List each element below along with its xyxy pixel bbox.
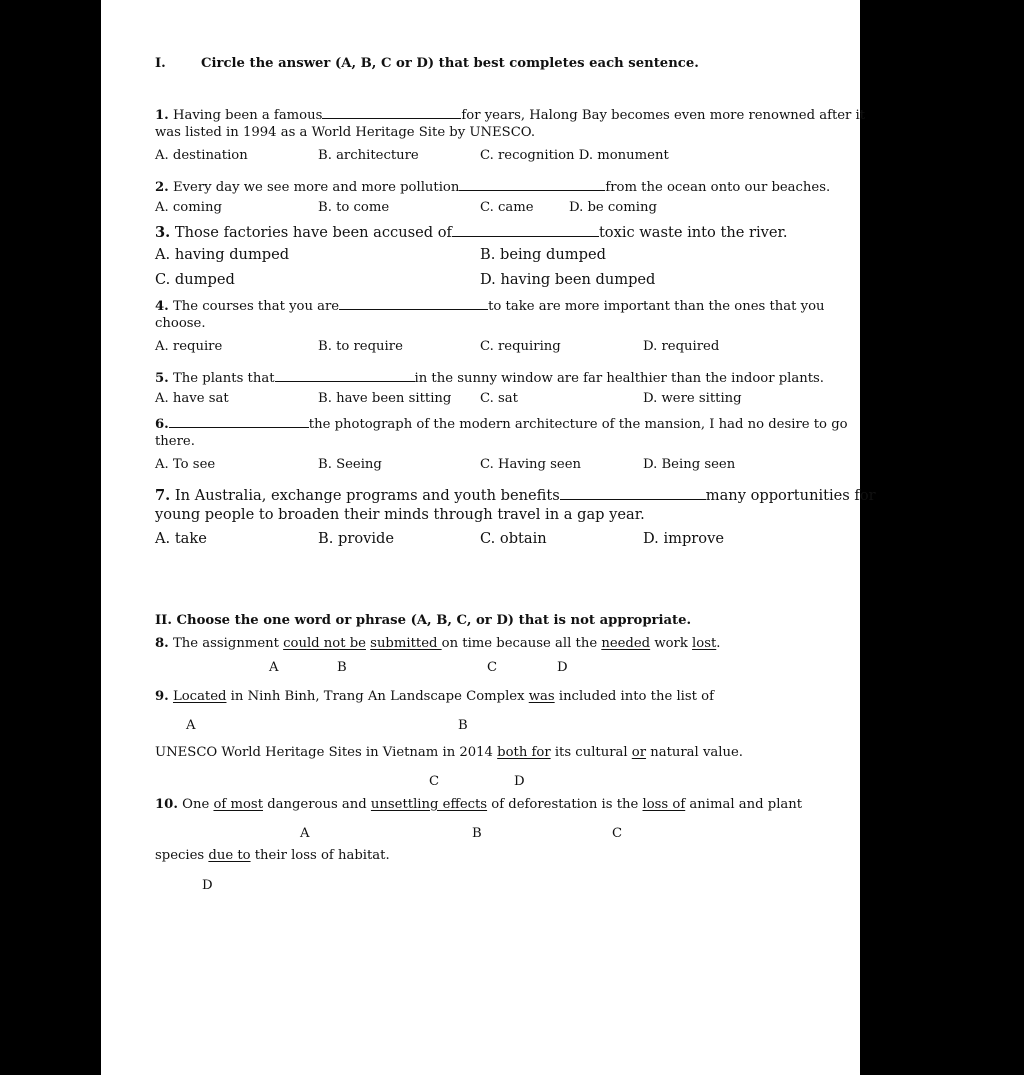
question-9-underline-a[interactable]: Located — [172, 689, 227, 704]
question-4-option-c[interactable]: C. requiring — [480, 339, 561, 354]
section-2-title: II. Choose the one word or phrase (A, B, C, or D) that is not appropriate. — [155, 613, 692, 628]
question-10-underline-b[interactable]: unsettling effects — [370, 797, 488, 812]
section-1-number: I. — [155, 56, 166, 71]
question-6-text-after: the photograph of the modern architecture of the mansion, I had no desire to go — [308, 417, 848, 432]
question-10-text: animal and plant — [685, 797, 803, 812]
question-8-text: on time because all the — [441, 636, 602, 651]
question-8-number: 8. — [155, 636, 169, 651]
question-4-text-before: The courses that you are — [172, 299, 340, 314]
question-3-line-1 — [155, 224, 788, 241]
question-10-line-1 — [155, 798, 802, 811]
question-2-blank[interactable] — [459, 178, 605, 191]
question-5-blank[interactable] — [275, 369, 415, 382]
question-10-text: their loss of habitat. — [250, 848, 390, 863]
question-2-option-a[interactable]: A. coming — [155, 200, 222, 215]
question-9-underline-d[interactable]: or — [631, 745, 647, 760]
question-3-number: 3. — [155, 224, 171, 241]
question-9-text: its cultural — [550, 745, 632, 760]
question-6-option-d[interactable]: D. Being seen — [643, 457, 736, 472]
question-6-blank[interactable] — [169, 415, 309, 428]
question-8-line-1 — [155, 637, 720, 650]
question-8-underline-a[interactable]: could not be — [283, 636, 366, 651]
question-7-line-2: young people to broaden their minds through travel in a gap year. — [155, 506, 645, 523]
question-10-text: One — [182, 797, 214, 812]
question-3-option-d[interactable]: D. having been dumped — [480, 271, 656, 288]
question-1-option-a[interactable]: A. destination — [155, 148, 248, 163]
question-6-option-b[interactable]: B. Seeing — [318, 457, 382, 472]
question-3-text-before: Those factories have been accused of — [174, 224, 452, 241]
question-9-label-b: B — [458, 718, 468, 733]
question-4-option-d[interactable]: D. required — [643, 339, 720, 354]
question-2-line-1 — [155, 178, 830, 194]
question-9-line-1 — [155, 690, 714, 703]
question-1-blank[interactable] — [322, 106, 461, 119]
question-7-blank[interactable] — [560, 487, 706, 500]
question-1-option-b[interactable]: B. architecture — [318, 148, 419, 163]
question-6-line-1 — [155, 415, 848, 431]
question-4-option-b[interactable]: B. to require — [318, 339, 403, 354]
question-7-option-d[interactable]: D. improve — [643, 530, 724, 547]
question-5-text-before: The plants that — [172, 371, 275, 386]
question-6-line-2: there. — [155, 434, 195, 449]
question-9-label-c: C — [429, 774, 440, 789]
question-2-text-after: from the ocean onto our beaches. — [605, 180, 831, 195]
question-3-option-c[interactable]: C. dumped — [155, 271, 235, 288]
question-10-text: dangerous and — [263, 797, 371, 812]
question-10-label-a: A — [300, 826, 310, 841]
question-9-text: included into the list of — [554, 689, 714, 704]
question-10-underline-d[interactable]: due to — [208, 848, 251, 863]
question-1-line-1 — [155, 106, 865, 122]
question-6-option-a[interactable]: A. To see — [155, 457, 216, 472]
question-2-number: 2. — [155, 180, 169, 195]
question-5-option-d[interactable]: D. were sitting — [643, 391, 742, 406]
question-5-option-a[interactable]: A. have sat — [155, 391, 229, 406]
question-4-option-a[interactable]: A. require — [155, 339, 223, 354]
question-8-label-b: B — [337, 660, 347, 675]
question-9-text: in Ninh Binh, Trang An Landscape Complex — [226, 689, 529, 704]
question-8-text: work — [650, 636, 693, 651]
question-9-text: natural value. — [646, 745, 743, 760]
question-10-text: species — [155, 848, 209, 863]
question-3-option-b[interactable]: B. being dumped — [480, 246, 606, 263]
question-4-blank[interactable] — [339, 297, 488, 310]
question-1-text-before: Having been a famous — [172, 108, 323, 123]
question-1-number: 1. — [155, 108, 169, 123]
question-7-option-b[interactable]: B. provide — [318, 530, 394, 547]
question-9-underline-c[interactable]: both for — [497, 745, 551, 760]
question-8-underline-d[interactable]: lost — [692, 636, 717, 651]
question-2-option-c[interactable]: C. came — [480, 200, 534, 215]
question-8-label-a: A — [269, 660, 279, 675]
question-4-line-2: choose. — [155, 316, 206, 331]
question-5-text-after: in the sunny window are far healthier than the indoor plants. — [414, 371, 824, 386]
question-1-text-after: for years, Halong Bay becomes even more renowned after it — [461, 108, 866, 123]
question-9-line-2 — [155, 746, 743, 759]
question-2-option-d[interactable]: D. be coming — [569, 200, 657, 215]
question-10-number: 10. — [155, 797, 178, 812]
question-5-number: 5. — [155, 371, 169, 386]
question-8-text: . — [716, 636, 721, 651]
question-4-line-1 — [155, 297, 825, 313]
question-8-text: The assignment — [172, 636, 284, 651]
question-10-text: of deforestation is the — [487, 797, 643, 812]
question-8-label-d: D — [557, 660, 568, 675]
question-1-option-c-d[interactable]: C. recognition D. monument — [480, 148, 669, 163]
question-5-option-b[interactable]: B. have been sitting — [318, 391, 452, 406]
question-6-option-c[interactable]: C. Having seen — [480, 457, 582, 472]
question-2-text-before: Every day we see more and more pollution — [172, 180, 460, 195]
question-10-label-b: B — [472, 826, 482, 841]
question-7-text-after: many opportunities for — [705, 487, 876, 504]
question-7-option-c[interactable]: C. obtain — [480, 530, 547, 547]
question-8-label-c: C — [487, 660, 498, 675]
question-7-option-a[interactable]: A. take — [155, 530, 207, 547]
section-1-title: Circle the answer (A, B, C or D) that best completes each sentence. — [201, 56, 699, 71]
question-8-underline-b[interactable]: submitted — [370, 636, 442, 651]
question-1-line-2: was listed in 1994 as a World Heritage Site by UNESCO. — [155, 125, 536, 140]
question-10-label-c: C — [612, 826, 623, 841]
question-2-option-b[interactable]: B. to come — [318, 200, 390, 215]
question-9-text: UNESCO World Heritage Sites in Vietnam in 2014 — [155, 745, 498, 760]
question-7-line-1 — [155, 487, 876, 504]
question-3-blank[interactable] — [452, 224, 599, 237]
question-9-number: 9. — [155, 689, 169, 704]
question-3-option-a[interactable]: A. having dumped — [155, 246, 290, 263]
question-7-text-before: In Australia, exchange programs and youth benefits — [174, 487, 560, 504]
question-10-underline-a[interactable]: of most — [213, 797, 263, 812]
question-4-number: 4. — [155, 299, 169, 314]
question-3-text-after: toxic waste into the river. — [598, 224, 788, 241]
question-9-label-a: A — [186, 718, 196, 733]
question-10-label-d: D — [202, 878, 213, 893]
question-4-text-after: to take are more important than the ones that you — [488, 299, 825, 314]
question-5-line-1 — [155, 369, 824, 385]
question-8-underline-c[interactable]: needed — [601, 636, 651, 651]
question-5-option-c[interactable]: C. sat — [480, 391, 518, 406]
question-9-underline-b[interactable]: was — [528, 689, 555, 704]
question-7-number: 7. — [155, 487, 171, 504]
question-10-line-2 — [155, 849, 390, 862]
question-10-underline-c[interactable]: loss of — [642, 797, 686, 812]
question-9-label-d: D — [514, 774, 525, 789]
question-6-number: 6. — [155, 417, 169, 432]
